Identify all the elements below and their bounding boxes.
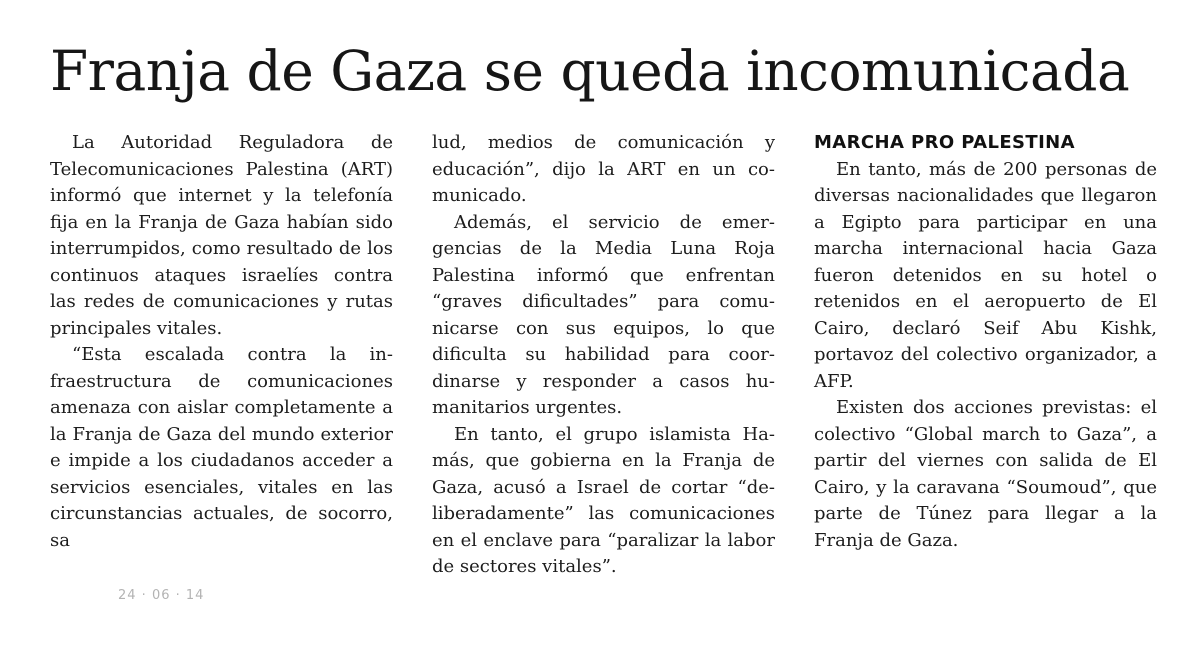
column3-paragraph-2: Existen dos acciones previstas: el colectivo “Global march to Gaza”, a partir del viernes con salida de El Cairo, y la caravana “Soumoud”, que parte de Túnez para llegar a la Franja de Gaza. — [814, 397, 1157, 551]
column2-paragraph-1: lud, medios de comunicación y educación”, dijo la ART en un comunicado. — [432, 132, 775, 206]
column1-paragraph-1: La Autoridad Reguladora de Telecomunicaciones Palestina (ART) informó que internet y la telefonía fija en la Franja de Gaza habían sido interrumpidos, como resultado de los continuos ataques israelíes contra las redes de comunicaciones y rutas principales vitales. — [50, 132, 393, 339]
column2-paragraph-3: En tanto, el grupo islamista Hamás, que gobierna en la Franja de Gaza, acusó a Israel de cortar “deliberadamente” las comunicaciones en el enclave para “paralizar la labor de sectores vitales”. — [432, 423, 775, 577]
article-column-2 — [432, 130, 775, 581]
column2-paragraph-2: Además, el servicio de emergencias de la Media Luna Roja Palestina informó que enfrentan “graves dificultades” para comunicarse con sus equipos, lo que dificulta su habilidad para coordinarse y responder a casos humanitarios urgentes. — [432, 211, 775, 418]
article-column-3 — [814, 130, 1157, 554]
column1-paragraph-2: “Esta escalada contra la infraestructura de comunicaciones amenaza con aislar completamente a la Franja de Gaza del mundo exterior e impide a los ciudadanos acceder a servicios esenciales, vitales en las circunstancias actuales, de socorro, sa — [50, 344, 393, 551]
article-column-1 — [50, 130, 393, 554]
date-stamp-watermark: 24 · 06 · 14 — [118, 588, 205, 603]
article-headline: Franja de Gaza se queda incomunicada — [50, 39, 1130, 103]
column3-paragraph-1: En tanto, más de 200 personas de diversas nacionalidades que llegaron a Egipto para participar en una marcha internacional hacia Gaza fueron detenidos en su hotel o retenidos en el aeropuerto de El Cairo, declaró Seif Abu Kishk, portavoz del colectivo organizador, a AFP. — [814, 158, 1157, 392]
section-subhead: MARCHA PRO PALESTINA — [814, 132, 1075, 153]
